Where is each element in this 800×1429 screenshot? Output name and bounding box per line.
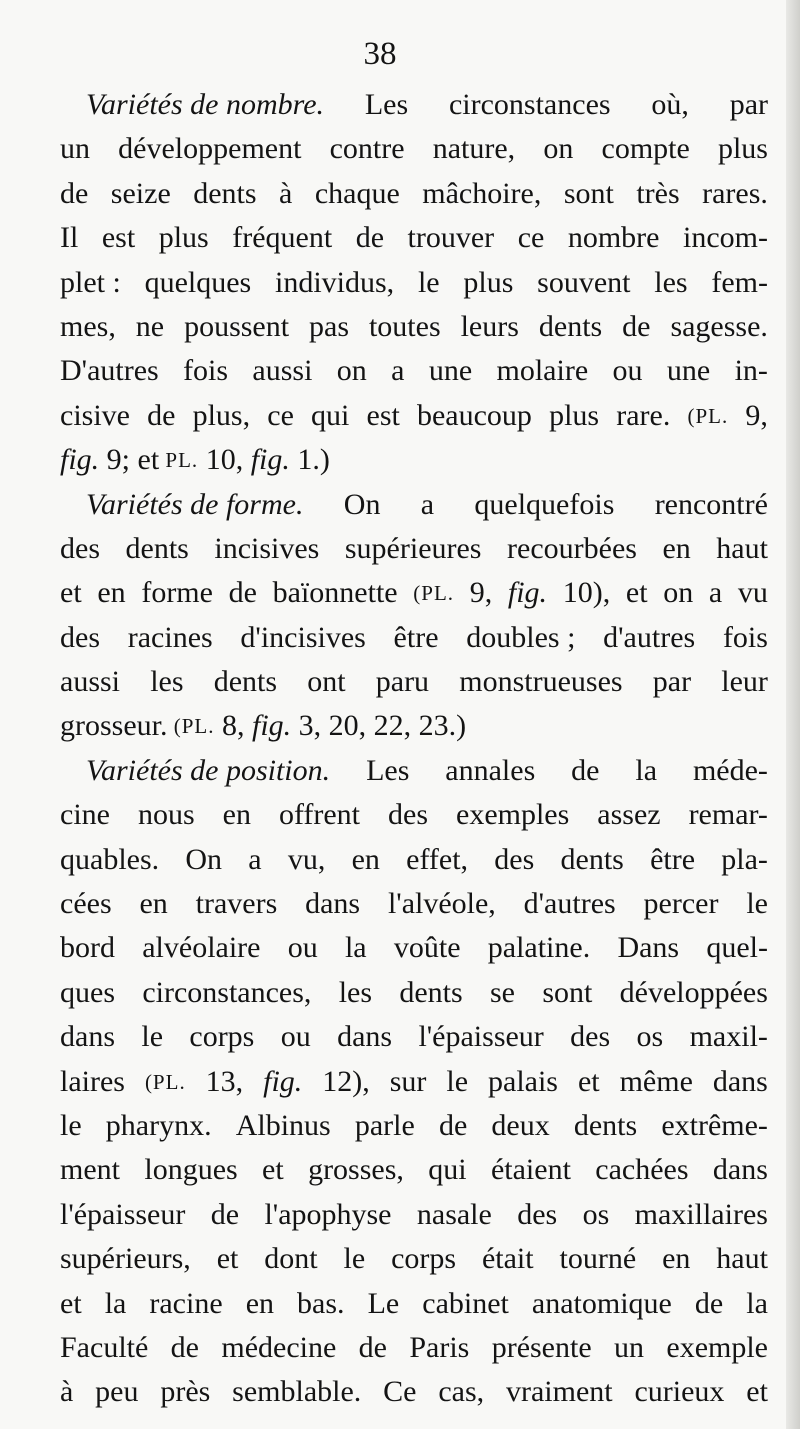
- word: contre: [329, 132, 405, 166]
- word: pla-: [721, 842, 768, 876]
- word: nasale: [416, 1197, 492, 1231]
- word: recourbées: [507, 531, 637, 565]
- word: racine: [149, 1286, 223, 1320]
- word: haut: [716, 1242, 768, 1276]
- word: où,: [651, 88, 689, 121]
- word: de: [571, 753, 600, 787]
- text-line: [60, 305, 768, 349]
- word: mes,: [60, 309, 116, 343]
- word: très: [636, 176, 680, 210]
- text-line: [60, 261, 768, 305]
- word: en: [222, 798, 251, 832]
- text-line: [60, 660, 768, 704]
- text-line: [60, 793, 768, 837]
- word: anatomique: [531, 1286, 672, 1320]
- word: en: [97, 576, 126, 610]
- word: 10,: [205, 443, 244, 477]
- word: de: [355, 221, 385, 255]
- word: les: [338, 975, 373, 1009]
- word: dents: [560, 842, 624, 876]
- word: est: [366, 398, 400, 432]
- italic-word: Variétés de forme.: [86, 487, 304, 521]
- word: tourné: [559, 1242, 637, 1276]
- text-line: [60, 127, 768, 171]
- word: l'épaisseur: [60, 1197, 186, 1231]
- word: ou: [287, 931, 318, 965]
- word: effet,: [406, 842, 469, 876]
- word: peu: [95, 1375, 139, 1409]
- word: Ce: [383, 1375, 417, 1409]
- word: alvéolaire: [142, 931, 261, 965]
- word: vu,: [287, 842, 326, 876]
- word: Albinus: [235, 1108, 331, 1142]
- italic-word: fig.: [252, 709, 292, 743]
- word: ne: [135, 309, 165, 343]
- word: la: [344, 931, 367, 965]
- word: la: [104, 1286, 127, 1320]
- word: fois: [183, 354, 229, 388]
- page-edge: [786, 0, 800, 1429]
- text-line: [60, 971, 768, 1015]
- word: remar-: [688, 798, 768, 832]
- italic-word: fig.: [250, 443, 290, 477]
- word: plus: [549, 398, 600, 432]
- word: en: [662, 531, 691, 565]
- word: mâchoire,: [422, 176, 542, 210]
- word: 1.): [297, 443, 330, 477]
- word: incom-: [683, 221, 768, 255]
- small-caps-word: (PL.: [413, 581, 455, 606]
- word: dents: [193, 176, 257, 210]
- word: a: [420, 487, 435, 521]
- word: près: [160, 1375, 211, 1409]
- word: 23.): [418, 709, 467, 743]
- text-line: [60, 838, 768, 882]
- italic-word: fig.: [60, 443, 100, 477]
- word: doubles ;: [466, 620, 576, 654]
- italic-word: fig.: [507, 576, 548, 610]
- page-number: 38: [363, 36, 397, 72]
- word: incisives: [214, 531, 320, 565]
- word: palatine.: [487, 931, 591, 965]
- word: 22,: [373, 709, 412, 743]
- word: à: [60, 1375, 74, 1409]
- word: dents: [573, 1108, 638, 1142]
- word: on: [663, 576, 694, 610]
- word: assez: [597, 798, 661, 832]
- word: paru: [375, 665, 430, 699]
- word: dents: [399, 975, 463, 1009]
- word: en: [351, 842, 380, 876]
- word: dans: [337, 1020, 393, 1054]
- text-line: [60, 483, 768, 527]
- word: le: [417, 265, 440, 299]
- word: quables.: [60, 842, 160, 876]
- word: cées: [60, 887, 112, 921]
- word: ou: [280, 1020, 311, 1054]
- word: développées: [619, 975, 768, 1009]
- text-line: [60, 1282, 768, 1326]
- text-line: [60, 1148, 768, 1192]
- word: à: [279, 176, 293, 210]
- word: de: [228, 576, 257, 610]
- word: ou: [612, 354, 643, 388]
- word: ment: [60, 1153, 120, 1187]
- word: des: [570, 1020, 611, 1054]
- text-line: [60, 216, 768, 260]
- word: médecine: [221, 1330, 337, 1364]
- text-line: [60, 349, 768, 393]
- word: sont: [563, 176, 614, 210]
- word: dont: [264, 1242, 318, 1276]
- word: être: [650, 842, 696, 876]
- word: baïonnette: [272, 576, 398, 610]
- small-caps-word: PL.: [165, 448, 199, 473]
- word: des: [494, 842, 535, 876]
- word: est: [101, 221, 136, 255]
- word: 20,: [328, 709, 367, 743]
- word: On: [343, 487, 381, 521]
- word: corps: [189, 1020, 255, 1054]
- word: nature,: [432, 132, 516, 166]
- word: en: [245, 1286, 275, 1320]
- word: circonstances: [448, 88, 611, 121]
- word: dents: [213, 665, 278, 699]
- word: des: [388, 798, 429, 832]
- word: compte: [601, 132, 690, 166]
- word: parle: [354, 1108, 415, 1142]
- word: de: [147, 398, 176, 432]
- word: de: [438, 1108, 468, 1142]
- text-line: [60, 1104, 768, 1148]
- text-line: [60, 1370, 768, 1414]
- word: quelques: [144, 265, 252, 299]
- text-line: [60, 1237, 768, 1281]
- word: ce: [517, 221, 545, 255]
- word: dans: [712, 1153, 768, 1187]
- word: longues: [144, 1153, 238, 1187]
- word: seize: [110, 176, 171, 210]
- word: vu: [737, 576, 768, 610]
- word: deux: [491, 1108, 550, 1142]
- word: aussi: [60, 665, 120, 699]
- word: sur: [389, 1064, 427, 1098]
- word: de: [60, 176, 89, 210]
- word: dans: [712, 1064, 768, 1098]
- word: les: [654, 265, 688, 299]
- word: fem-: [711, 265, 768, 299]
- word: 3,: [298, 709, 322, 743]
- word: et: [577, 1064, 600, 1098]
- word: nous: [137, 798, 195, 832]
- word: un: [614, 1330, 645, 1364]
- word: méde-: [692, 753, 768, 787]
- word: sont: [542, 975, 593, 1009]
- word: a: [708, 576, 723, 610]
- word: des: [517, 1197, 558, 1231]
- word: Le: [367, 1286, 400, 1320]
- word: grosseur.: [60, 709, 168, 743]
- word: dans: [305, 887, 361, 921]
- word: vraiment: [505, 1375, 613, 1409]
- word: curieux: [634, 1375, 725, 1409]
- body-text: [60, 83, 768, 1415]
- word: On: [185, 842, 223, 876]
- word: cine: [60, 798, 110, 832]
- word: être: [393, 620, 439, 654]
- word: in-: [734, 354, 768, 388]
- word: toutes: [368, 309, 441, 343]
- word: 8,: [222, 709, 245, 743]
- word: Paris: [409, 1330, 470, 1364]
- text-line: [60, 882, 768, 926]
- word: plus,: [192, 398, 251, 432]
- word: corps: [391, 1242, 457, 1276]
- word: grosses,: [308, 1153, 404, 1187]
- text-line: [60, 704, 768, 748]
- word: sagesse.: [670, 309, 768, 343]
- word: plus: [158, 221, 209, 255]
- word: d'autres: [603, 620, 696, 654]
- word: dans: [60, 1020, 115, 1054]
- word: le: [746, 887, 768, 921]
- word: et: [216, 1242, 239, 1276]
- word: aussi: [252, 354, 313, 388]
- word: une: [428, 354, 473, 388]
- word: 9,: [469, 576, 493, 610]
- word: de: [210, 1197, 240, 1231]
- word: os: [582, 1197, 610, 1231]
- word: les: [150, 665, 184, 699]
- text-line: [60, 1015, 768, 1059]
- word: beaucoup: [416, 398, 532, 432]
- word: de: [358, 1330, 387, 1364]
- word: la: [746, 1286, 768, 1320]
- word: haut: [716, 531, 768, 565]
- word: rare.: [616, 398, 671, 432]
- word: plus: [463, 265, 514, 299]
- word: présente: [491, 1330, 592, 1364]
- italic-word: Variétés de position.: [86, 753, 331, 787]
- word: Faculté: [60, 1330, 149, 1364]
- word: quelquefois: [474, 487, 615, 521]
- text-line: [60, 749, 768, 793]
- word: le: [446, 1064, 469, 1098]
- word: cisive: [60, 398, 130, 432]
- word: 10),: [562, 576, 611, 610]
- word: le: [343, 1242, 366, 1276]
- word: et: [746, 1375, 768, 1409]
- word: 12),: [322, 1064, 370, 1098]
- word: l'alvéole,: [387, 887, 496, 921]
- word: leurs: [460, 309, 519, 343]
- word: poussent: [184, 309, 290, 343]
- text-line: [60, 616, 768, 660]
- word: voûte: [393, 931, 461, 965]
- word: chaque: [314, 176, 400, 210]
- word: un: [60, 132, 90, 166]
- italic-word: fig.: [263, 1064, 303, 1098]
- word: on: [336, 354, 367, 388]
- word: d'autres: [523, 887, 616, 921]
- word: était: [481, 1242, 534, 1276]
- word: cabinet: [422, 1286, 509, 1320]
- word: se: [490, 975, 515, 1009]
- word: fréquent: [232, 221, 333, 255]
- word: cas,: [438, 1375, 485, 1409]
- word: ques: [60, 975, 115, 1009]
- word: palais: [488, 1064, 558, 1098]
- word: souvent: [537, 265, 631, 299]
- word: racines: [127, 620, 213, 654]
- word: dents: [538, 309, 603, 343]
- word: travers: [195, 887, 278, 921]
- word: circonstances,: [142, 975, 312, 1009]
- word: même: [619, 1064, 693, 1098]
- word: des: [60, 531, 100, 565]
- word: fois: [722, 620, 768, 654]
- word: offrent: [278, 798, 361, 832]
- word: trouver: [407, 221, 495, 255]
- word: et: [262, 1153, 284, 1187]
- word: le: [60, 1108, 82, 1142]
- word: en: [139, 887, 168, 921]
- word: l'apophyse: [264, 1197, 392, 1231]
- text-line: [60, 1060, 768, 1104]
- word: par: [729, 88, 768, 121]
- word: on: [543, 132, 574, 166]
- text-line: [60, 172, 768, 216]
- word: nombre: [567, 221, 660, 255]
- word: le: [141, 1020, 164, 1054]
- word: forme: [141, 576, 213, 610]
- word: de: [622, 309, 651, 343]
- word: leur: [721, 665, 768, 699]
- word: dents: [125, 531, 189, 565]
- word: Les: [366, 753, 410, 787]
- word: en: [662, 1242, 691, 1276]
- text-line: [60, 438, 768, 482]
- word: des: [60, 620, 100, 654]
- word: et: [137, 443, 160, 477]
- word: une: [666, 354, 711, 388]
- word: semblable.: [232, 1375, 362, 1409]
- word: pharynx.: [105, 1108, 212, 1142]
- word: supérieurs,: [60, 1242, 191, 1276]
- word: ont: [307, 665, 346, 699]
- word: de: [170, 1330, 199, 1364]
- word: rencontré: [654, 487, 768, 521]
- word: bord: [60, 931, 115, 965]
- word: os: [636, 1020, 664, 1054]
- word: annales: [445, 753, 536, 787]
- word: 13,: [205, 1064, 244, 1098]
- word: individus,: [275, 265, 395, 299]
- word: plet :: [60, 265, 121, 299]
- text-line: [60, 926, 768, 970]
- word: extrême-: [661, 1108, 768, 1142]
- word: bas.: [297, 1286, 345, 1320]
- italic-word: Variétés de nombre.: [86, 88, 325, 121]
- word: quel-: [706, 931, 768, 965]
- word: qui: [311, 398, 350, 432]
- word: percer: [643, 887, 719, 921]
- word: ce: [267, 398, 294, 432]
- word: maxillaires: [634, 1197, 768, 1231]
- word: 9,: [745, 398, 768, 432]
- word: exemples: [456, 798, 570, 832]
- word: a: [248, 842, 262, 876]
- word: étaient: [490, 1153, 571, 1187]
- word: a: [391, 354, 405, 388]
- word: Il: [60, 221, 79, 255]
- word: et: [60, 576, 82, 610]
- small-caps-word: (PL.: [687, 403, 729, 428]
- word: et: [625, 576, 648, 610]
- word: la: [635, 753, 658, 787]
- small-caps-word: (PL.: [173, 714, 215, 739]
- word: Dans: [617, 931, 680, 965]
- text-line: [60, 527, 768, 571]
- text-line: [60, 1326, 768, 1370]
- small-caps-word: (PL.: [144, 1069, 186, 1094]
- text-line: [60, 1193, 768, 1237]
- text-line: [60, 83, 768, 127]
- word: développement: [118, 132, 302, 166]
- word: monstrueuses: [459, 665, 623, 699]
- word: maxil-: [689, 1020, 768, 1054]
- word: cachées: [595, 1153, 689, 1187]
- word: supérieures: [344, 531, 482, 565]
- word: laires: [60, 1064, 125, 1098]
- text-line: [60, 394, 768, 438]
- word: et: [60, 1286, 82, 1320]
- word: Les: [364, 88, 409, 121]
- word: qui: [428, 1153, 467, 1187]
- word: par: [652, 665, 692, 699]
- word: pas: [309, 309, 350, 343]
- word: rares.: [702, 176, 768, 210]
- word: l'épaisseur: [418, 1020, 544, 1054]
- word: D'autres: [60, 354, 159, 388]
- word: molaire: [496, 354, 589, 388]
- word: de: [694, 1286, 724, 1320]
- word: 9;: [106, 443, 131, 477]
- text-line: [60, 571, 768, 615]
- word: exemple: [666, 1330, 768, 1364]
- word: plus: [717, 132, 768, 166]
- word: d'incisives: [240, 620, 366, 654]
